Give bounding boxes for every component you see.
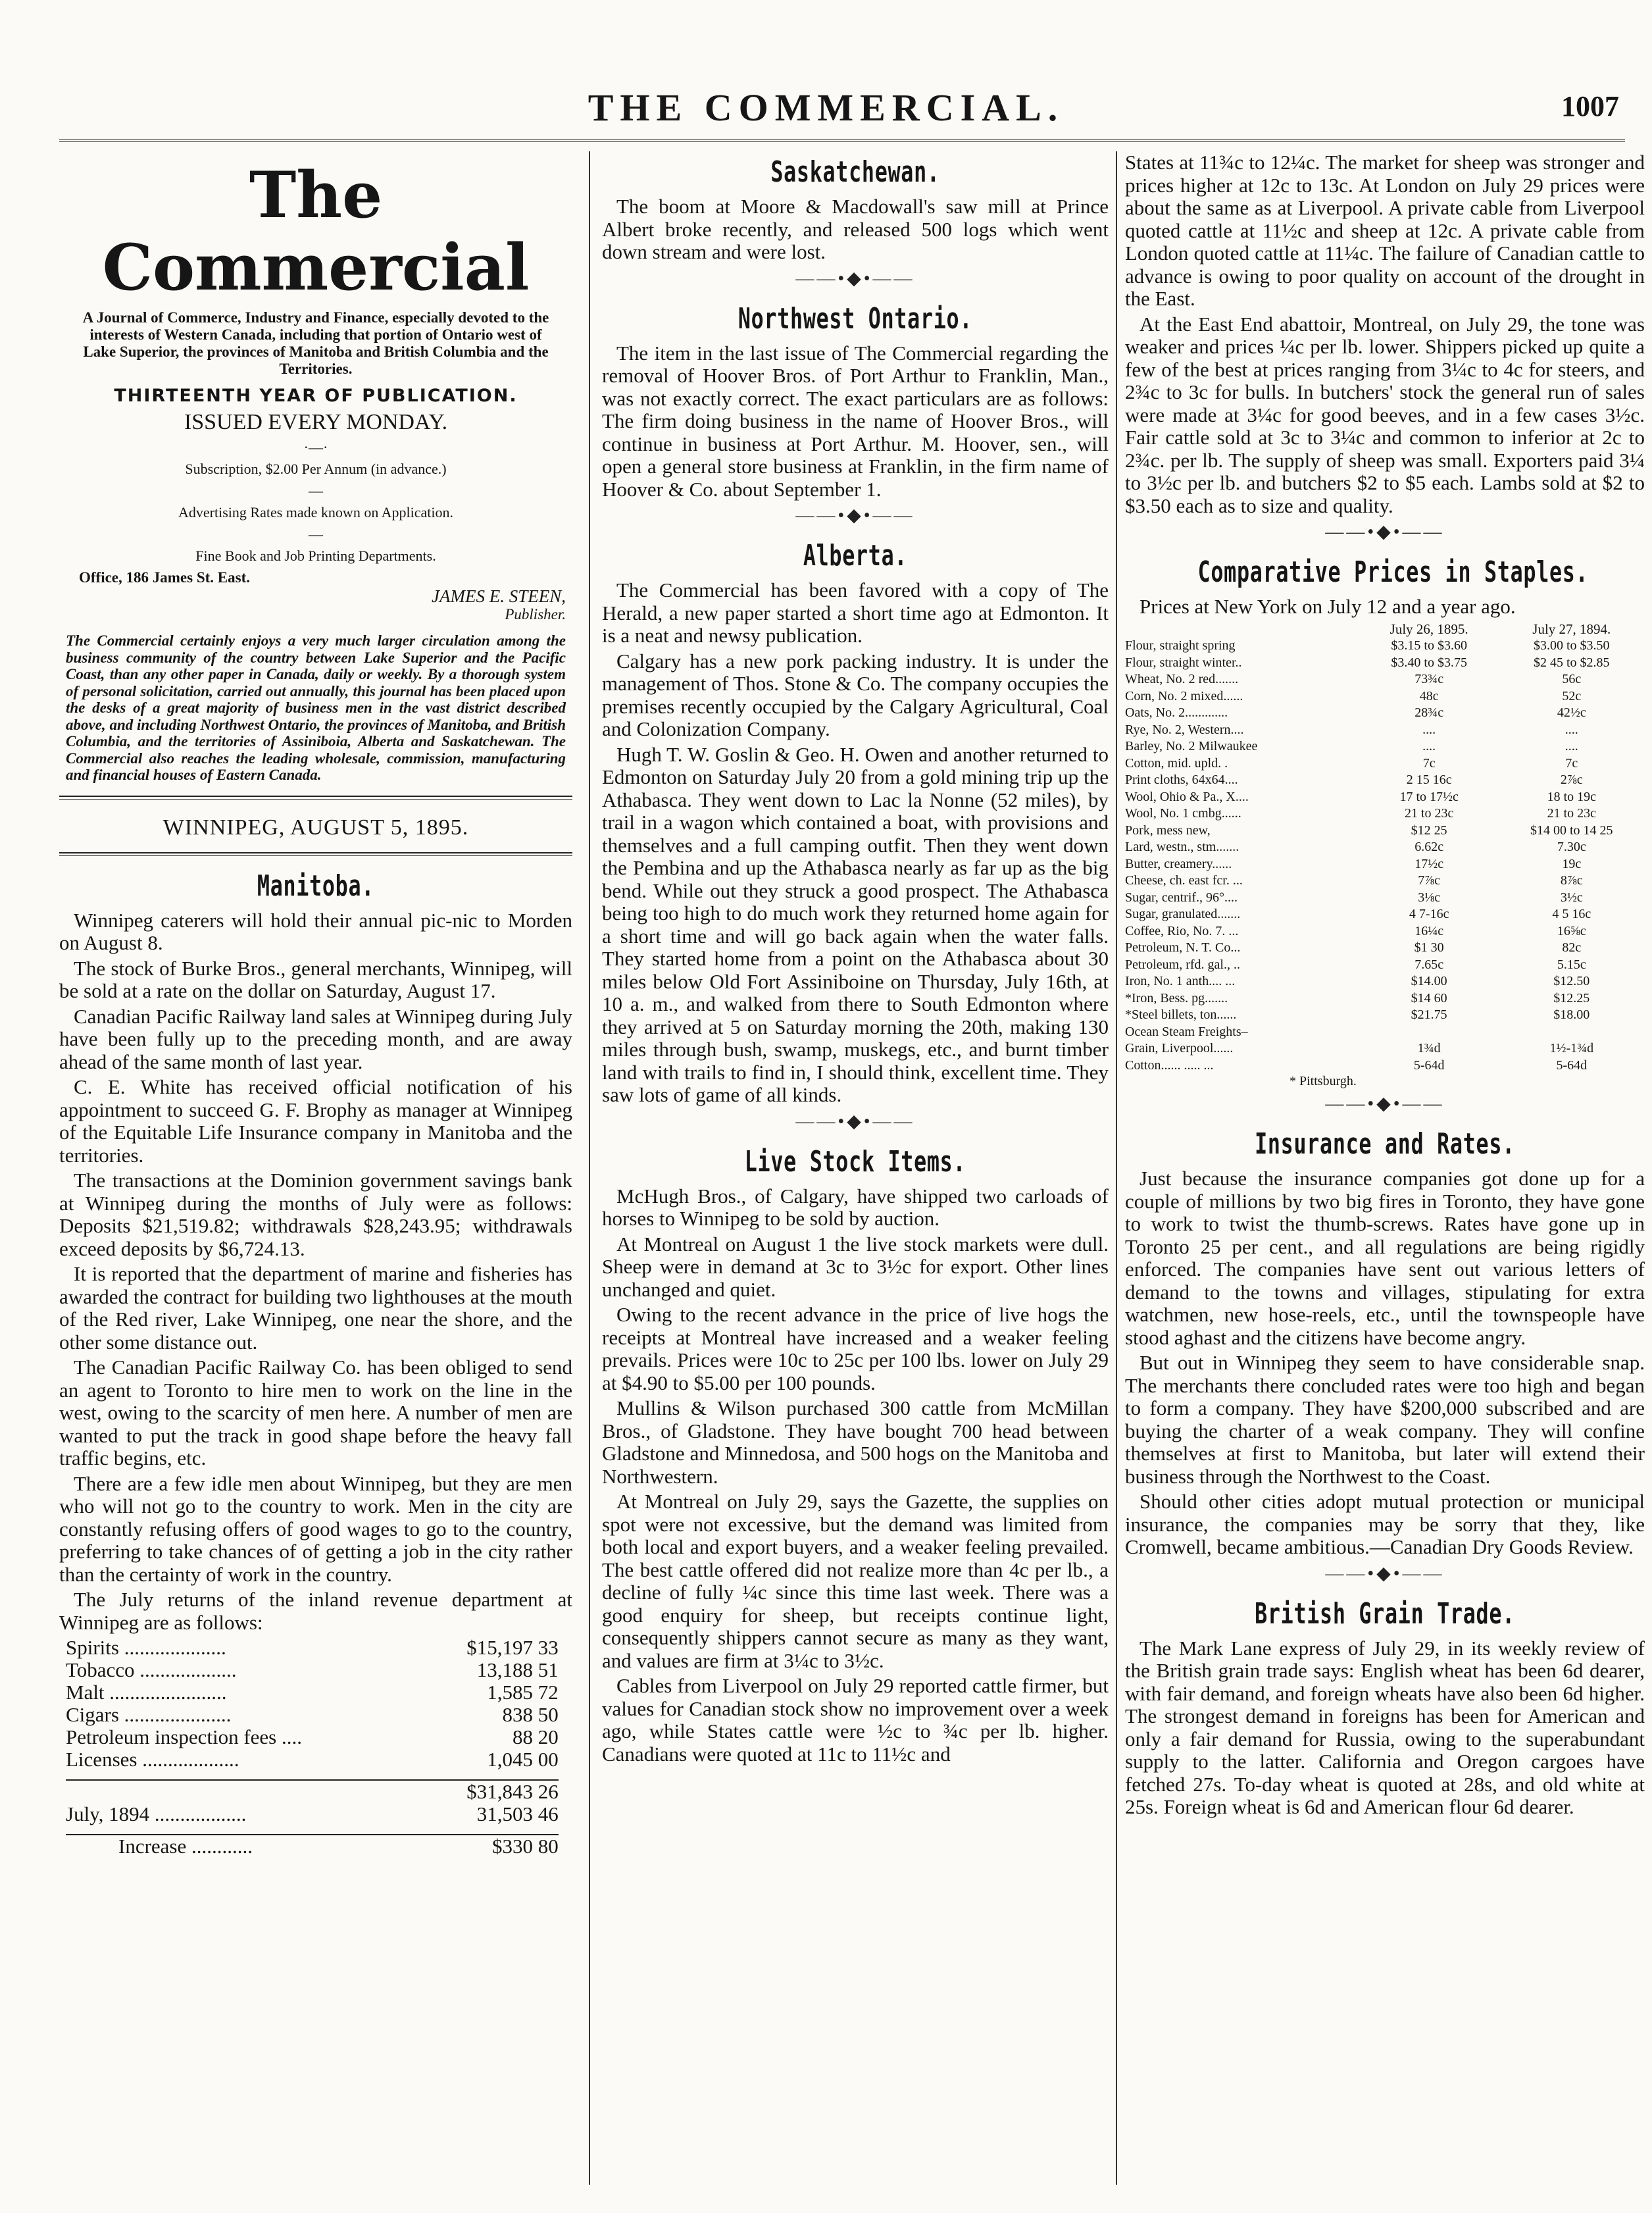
prior-value: 31,503 46: [476, 1802, 559, 1825]
staple-price-1894: $12.50: [1553, 974, 1590, 988]
staple-item: Pork, mess new,: [1125, 823, 1211, 838]
staple-item: Sugar, centrif., 96°....: [1125, 890, 1238, 905]
staple-item: Lard, westn., stm.......: [1125, 840, 1239, 854]
article-paragraph: At Montreal on July 29, says the Gazette, the supplies on spot were not excessive, but the demand was limited from both local and export buyers, and a weaker feeling prevailed. The best cattle offered did not realize more than 4c per lb., a decline of fully ¼c since this time last week. There was a good enquiry for sheep, but receipts continue light, consequently shippers cannot secure as many as they want, and values are firm at 3¼c to 3½c.: [602, 1490, 1109, 1672]
staple-item: Wool, No. 1 cmbg......: [1125, 806, 1241, 821]
divider: —: [309, 526, 323, 542]
divider: [59, 796, 572, 797]
staples-row: [1125, 1024, 1645, 1041]
advertising-line: Advertising Rates made known on Application.: [178, 504, 453, 521]
article-paragraph: The boom at Moore & Macdowall's saw mill at Prince Albert broke recently, and released 500 logs which went down stream and were lost.: [602, 195, 1109, 263]
staple-item: Print cloths, 64x64....: [1125, 773, 1238, 787]
staples-row: [1125, 705, 1645, 722]
staple-price-1894: 42½c: [1557, 705, 1586, 720]
section-heading-insurance: Insurance and Rates.: [1255, 1127, 1515, 1161]
column-rule: [1116, 151, 1117, 2185]
increase-label: Increase ............: [66, 1835, 420, 1858]
staples-row: [1125, 789, 1645, 806]
total-row: [66, 1780, 559, 1803]
staple-price-1895: 5-64d: [1413, 1057, 1445, 1073]
staple-item: Coffee, Rio, No. 7. ...: [1125, 923, 1239, 938]
staple-price-1895: 28¾c: [1414, 705, 1444, 720]
staples-row: [1125, 890, 1645, 907]
staple-price-1895: 16¼c: [1414, 923, 1444, 938]
header-rule: [59, 140, 1625, 142]
column-header: July 27, 1894.: [1532, 621, 1611, 637]
staples-row: [1125, 873, 1645, 890]
revenue-table: [66, 1637, 559, 1858]
staple-item: Oats, No. 2.............: [1125, 705, 1228, 720]
publication-year: THIRTEENTH YEAR OF PUBLICATION.: [114, 386, 518, 406]
revenue-label: Tobacco ...................: [66, 1658, 237, 1681]
staple-price-1895: $3.15 to $3.60: [1391, 638, 1467, 653]
increase-value: $330 80: [420, 1835, 559, 1858]
column-header: July 26, 1895.: [1389, 621, 1468, 637]
staple-price-1894: 5-64d: [1556, 1057, 1588, 1073]
revenue-value: $15,197 33: [466, 1636, 559, 1659]
staples-row: [1125, 923, 1645, 940]
revenue-label: Petroleum inspection fees ....: [66, 1725, 302, 1748]
staples-row: [1125, 1057, 1645, 1075]
staples-row: [1125, 856, 1645, 873]
article-paragraph: States at 11¾c to 12¼c. The market for sheep was stronger and prices higher at 12c to 13c. At London on July 29 prices were about the same as at Liverpool. A private cable from Liverpool quoted cattle at 11½c and sheep at 12c. A private cable from London quoted cattle at 11¼c. The failure of Canadian cattle to advance is owing to poor quality on account of the drought in the East.: [1125, 151, 1645, 310]
prior-row: [66, 1803, 559, 1825]
article-paragraph: Should other cities adopt mutual protection or municipal insurance, the companies may be sorry that they, like Cromwell, became ambitious.—Canadian Dry Goods Review.: [1125, 1490, 1645, 1558]
staple-price-1894: 18 to 19c: [1547, 789, 1596, 804]
article-paragraph: Winnipeg caterers will hold their annual pic-nic to Morden on August 8.: [59, 908, 572, 954]
ornament-divider: ——•◆•——: [795, 505, 915, 526]
revenue-label: Licenses ...................: [66, 1748, 239, 1771]
staples-intro: Prices at New York on July 12 and a year ago.: [1139, 595, 1516, 618]
staple-price-1895: ....: [1422, 722, 1436, 737]
staple-price-1894: 3½c: [1560, 890, 1583, 905]
revenue-value: 838 50: [502, 1703, 559, 1726]
staple-price-1895: 7c: [1422, 755, 1436, 771]
staple-price-1895: 73¾c: [1414, 672, 1444, 686]
staple-price-1895: 6.62c: [1414, 840, 1444, 854]
staple-price-1895: 7⅞c: [1418, 873, 1441, 888]
staple-price-1894: 19c: [1562, 856, 1582, 871]
section-heading-live-stock: Live Stock Items.: [744, 1144, 966, 1179]
staples-row: [1125, 957, 1645, 974]
table-row: [66, 1659, 559, 1681]
section-heading-staples: Comparative Prices in Staples.: [1197, 555, 1589, 589]
article-paragraph: The Commercial has been favored with a copy of The Herald, a new paper started a short time ago at Edmonton. It is a neat and newsy publication.: [602, 578, 1109, 647]
staples-row: [1125, 738, 1645, 755]
staples-footnote: * Pittsburgh.: [1289, 1074, 1357, 1088]
dateline: WINNIPEG, AUGUST 5, 1895.: [163, 815, 469, 840]
table-row: [66, 1681, 559, 1704]
staple-price-1895: 3⅛c: [1418, 890, 1441, 905]
staple-price-1894: 8⅞c: [1560, 873, 1583, 888]
staple-price-1895: 48c: [1419, 688, 1439, 703]
staple-item: Cotton, mid. upld. .: [1125, 755, 1228, 771]
article-paragraph: Canadian Pacific Railway land sales at Winnipeg during July have been fully up to the preceding month, and are away ahead of the same month of last year.: [59, 1004, 572, 1073]
staple-price-1895: 1¾d: [1417, 1041, 1441, 1056]
staple-price-1894: $14 00 to 14 25: [1530, 823, 1613, 838]
masthead-title: The Commercial: [102, 158, 530, 305]
staples-row: [1125, 805, 1645, 823]
revenue-label: Malt .......................: [66, 1681, 227, 1704]
masthead-description: A Journal of Commerce, Industry and Finance, especially devoted to the interests of Western Canada, including that portion of Ontario west of Lake Superior, the provinces of Manitoba and British Columbia and the Territories.: [82, 309, 549, 377]
staple-price-1895: 2 15 16c: [1406, 773, 1452, 787]
article-paragraph: The transactions at the Dominion government savings bank at Winnipeg during the months of July were as follows: Deposits $21,519.82; withdrawals $28,243.95; withdrawals exceed deposits by $6,724.13.: [59, 1169, 572, 1260]
article-paragraph: C. E. White has received official notification of his appointment to succeed G. F. Brophy as manager at Winnipeg of the Equitable Life Insurance company in Manitoba and the territories.: [59, 1075, 572, 1167]
staple-item: *Steel billets, ton......: [1125, 1007, 1237, 1022]
circulation-blurb: The Commercial certainly enjoys a very much larger circulation among the business community of the country between Lake Superior and the Pacific Coast, than any other paper in Canada, daily or weekly. By a thorough system of personal solicitation, carried out annually, this journal has been placed upon the desks of a great majority of business men in the vast district described above, and including Northwest Ontario, the provinces of Manitoba, and British Columbia, and the territories of Assiniboia, Alberta and Saskatchewan. The Commercial also reaches the leading wholesale, commission, manufacturing and financial houses of Eastern Canada.: [66, 632, 566, 783]
spacer-row: [66, 1771, 559, 1780]
column-rule: [589, 151, 590, 2185]
staple-price-1894: ....: [1564, 722, 1578, 737]
staples-row: [1125, 990, 1645, 1007]
staple-item: Flour, straight winter..: [1125, 655, 1242, 670]
divider: [59, 852, 572, 853]
increase-row: [66, 1835, 559, 1858]
divider: ·—·: [303, 439, 328, 455]
column-header: [1125, 621, 1360, 638]
staples-row: [1125, 1040, 1645, 1057]
total-value: $31,843 26: [420, 1780, 559, 1803]
column-1: [59, 151, 572, 2185]
staple-price-1895: 4 7-16c: [1409, 907, 1449, 921]
revenue-label: Spirits ....................: [66, 1636, 226, 1659]
section-heading-alberta: Alberta.: [803, 539, 908, 572]
table-row: [66, 1726, 559, 1748]
article-paragraph: The July returns of the inland revenue department at Winnipeg are as follows:: [59, 1588, 572, 1634]
ornament-divider: ——•◆•——: [1325, 1563, 1445, 1584]
staple-price-1894: 56c: [1562, 672, 1582, 686]
publisher-name: JAMES E. STEEN,: [432, 586, 566, 606]
article-paragraph: At the East End abattoir, Montreal, on July 29, the tone was weaker and prices ¼c per lb. lower. Shippers picked up quite a few of the best at prices ranging from 3¼c to 4c for steers, and 2¾c to 3c for bulls. In butchers' stock the general run of sales were made at 3¼c for good beeves, and in a few cases 3½c. Fair cattle sold at 3c to 3¼c and common to inferior at 2c to 2¾c. per lb. The supply of sheep was small. Exporters paid 3¼ to 3½c per lb. and butchers $2 to $5 each. Lambs sold at $2 to $3.50 each as to size and quality.: [1125, 312, 1645, 517]
staple-price-1895: $3.40 to $3.75: [1391, 655, 1467, 670]
article-paragraph: But out in Winnipeg they seem to have considerable snap. The merchants there concluded rates were too high and began to form a company. They have $200,000 subscribed and are buying the charter of a weak company. They will confine themselves at first to Manitoba, but later will extend their business through the Northwest to the Coast.: [1125, 1351, 1645, 1488]
staple-price-1894: 7.30c: [1557, 840, 1586, 854]
staple-price-1895: 17 to 17½c: [1399, 789, 1459, 804]
staples-row: [1125, 772, 1645, 789]
staple-price-1895: $21.75: [1411, 1007, 1447, 1022]
staple-item: Grain, Liverpool......: [1125, 1041, 1234, 1056]
staples-row: [1125, 940, 1645, 957]
staple-price-1894: 52c: [1562, 688, 1582, 703]
article-paragraph: The Mark Lane express of July 29, in its weekly review of the British grain trade says: English wheat has been 6d dearer, with fair demand, and foreign wheats have also been 6d higher. The strongest demand in foreigns has been for American and only a fair demand for Russia, owing to the superabundant supply to the latter. California and Oregon cargoes have fetched 27s. To-day wheat is quoted at 28s, and old white at 25s. Foreign wheat is 6d and American flour 6d dearer.: [1125, 1636, 1645, 1818]
staple-price-1895: $1 30: [1414, 940, 1444, 955]
staple-item: Wool, Ohio & Pa., X....: [1125, 789, 1249, 804]
revenue-value: 1,585 72: [487, 1681, 559, 1704]
ornament-divider: ——•◆•——: [1325, 1094, 1445, 1114]
staple-price-1895: [1360, 1024, 1499, 1041]
staple-item: *Iron, Bess. pg.......: [1125, 990, 1228, 1005]
staple-item: Cotton...... ..... ...: [1125, 1057, 1214, 1073]
staple-price-1894: 1½-1¾d: [1549, 1041, 1594, 1056]
staple-item: Petroleum, N. T. Co...: [1125, 940, 1241, 955]
revenue-value: 88 20: [513, 1725, 559, 1748]
revenue-label: Cigars .....................: [66, 1703, 232, 1726]
printing-line: Fine Book and Job Printing Departments.: [195, 547, 436, 564]
revenue-value: 13,188 51: [476, 1658, 559, 1681]
page-number: 1007: [1561, 90, 1619, 122]
staples-row: [1125, 823, 1645, 840]
staple-price-1894: 4 5 16c: [1552, 907, 1591, 921]
article-paragraph: It is reported that the department of marine and fisheries has awarded the contract for building two lighthouses at the mouth of the Red river, Lake Winnipeg, one near the shore, and the other some distance out.: [59, 1262, 572, 1354]
divider: —: [309, 482, 323, 499]
staples-row: [1125, 722, 1645, 739]
staple-item: Petroleum, rfd. gal., ..: [1125, 957, 1240, 972]
staple-price-1895: $12 25: [1411, 823, 1447, 838]
staple-price-1894: $2 45 to $2.85: [1534, 655, 1610, 670]
staples-row: [1125, 655, 1645, 672]
staple-price-1895: ....: [1422, 739, 1436, 753]
article-paragraph: Owing to the recent advance in the price of live hogs the receipts at Montreal have increased and a weaker feeling prevails. Prices were 10c to 25c per 100 lbs. lower on July 29 at $4.90 to $5.00 per 100 pounds.: [602, 1303, 1109, 1394]
staple-price-1894: 21 to 23c: [1547, 806, 1596, 821]
staples-row: [1125, 671, 1645, 688]
spacer-row: [66, 1825, 559, 1835]
staple-item: Iron, No. 1 anth.... ...: [1125, 974, 1236, 988]
office-address: Office, 186 James St. East.: [79, 569, 250, 586]
staple-price-1894: 5.15c: [1557, 957, 1586, 972]
staple-price-1894: $18.00: [1553, 1007, 1590, 1022]
article-paragraph: The item in the last issue of The Commercial regarding the removal of Hoover Bros. of Port Arthur to Franklin, Man., was not exactly correct. The exact particulars are as follows: The firm doing business in the name of Hoover Bros., will continue in business at Port Arthur. M. Hoover, sen., will open a general store business at Franklin, in the firm name of Hoover & Co. about September 1.: [602, 341, 1109, 501]
staple-item: Barley, No. 2 Milwaukee: [1125, 739, 1258, 753]
total-label: [66, 1780, 420, 1803]
staple-price-1895: 21 to 23c: [1404, 806, 1454, 821]
section-heading-saskatchewan: Saskatchewan.: [770, 155, 940, 189]
table-row: [66, 1637, 559, 1659]
staples-row: [1125, 638, 1645, 655]
ornament-divider: ——•◆•——: [795, 268, 915, 289]
staple-price-1895: 7.65c: [1414, 957, 1444, 972]
staple-item: Butter, creamery......: [1125, 856, 1232, 871]
staple-item: Sugar, granulated.......: [1125, 907, 1241, 921]
staple-item: Cheese, ch. east fcr. ...: [1125, 873, 1243, 888]
staple-price-1894: 16⅝c: [1557, 923, 1586, 938]
staple-item: Ocean Steam Freights–: [1125, 1024, 1248, 1039]
article-paragraph: Mullins & Wilson purchased 300 cattle from McMillan Bros., of Gladstone. They have bought 700 head between Gladstone and Minnedosa, and 500 hogs on the Manitoba and Northwestern.: [602, 1396, 1109, 1488]
staple-price-1894: 2⅞c: [1560, 773, 1583, 787]
section-heading-northwest-ontario: Northwest Ontario.: [738, 301, 973, 336]
article-paragraph: Just because the insurance companies got done up for a couple of millions by two big fires in Toronto, they have gone to work to twist the thumb-screws. Rates have gone up in Toronto 25 per cent., and all regulations are being rigidly enforced. The companies have sent out various letters of demand to the towns and villages, stipulating for extra watchmen, new hose-reels, etc., until the townspeople have stood aghast and the citizens have become angry.: [1125, 1167, 1645, 1349]
staple-price-1894: $3.00 to $3.50: [1534, 638, 1610, 653]
column-3: [1125, 151, 1645, 2185]
staple-item: Corn, No. 2 mixed......: [1125, 688, 1243, 703]
staple-price-1895: $14 60: [1411, 990, 1447, 1005]
staples-row: [1125, 688, 1645, 705]
ornament-divider: ——•◆•——: [1325, 522, 1445, 542]
table-row: [66, 1704, 559, 1726]
table-header-row: [1125, 621, 1645, 638]
staples-row: [1125, 906, 1645, 923]
staple-price-1894: [1499, 1024, 1645, 1041]
staple-price-1895: $14.00: [1411, 974, 1447, 988]
publisher-title: Publisher.: [505, 606, 566, 623]
staples-price-table: [1125, 621, 1645, 1075]
issued-line: ISSUED EVERY MONDAY.: [184, 410, 448, 434]
staples-row: [1125, 973, 1645, 990]
staple-item: Wheat, No. 2 red.......: [1125, 672, 1239, 686]
article-paragraph: Cables from Liverpool on July 29 reported cattle firmer, but values for Canadian stock show no improvement over a week ago, while States cattle were ½c to ¾c per lb. higher. Canadians were quoted at 11c to 11½c and: [602, 1674, 1109, 1766]
staple-price-1894: $12.25: [1553, 990, 1590, 1005]
section-heading-manitoba: Manitoba.: [257, 869, 375, 903]
article-paragraph: McHugh Bros., of Calgary, have shipped two carloads of horses to Winnipeg to be sold by auction.: [602, 1184, 1109, 1230]
ornament-divider: ——•◆•——: [795, 1111, 915, 1132]
revenue-value: 1,045 00: [487, 1748, 559, 1771]
article-paragraph: There are a few idle men about Winnipeg, but they are men who will not go to the country to work. Men in the city are constantly refusing offers of good wages to go to the country, preferring to take chances of of getting a job in the city rather than the certainty of work in the country.: [59, 1471, 572, 1586]
running-title: THE COMMERCIAL.: [588, 86, 1064, 129]
article-paragraph: Calgary has a new pork packing industry. It is under the management of Thos. Stone & Co. The company occupies the premises recently occupied by the Calgary Agricultural, Coal and Colonization Company.: [602, 649, 1109, 740]
staples-row: [1125, 1007, 1645, 1024]
divider: [59, 799, 572, 800]
staple-price-1895: 17½c: [1414, 856, 1444, 871]
staple-item: Flour, straight spring: [1125, 638, 1236, 653]
table-row: [66, 1748, 559, 1771]
article-paragraph: The stock of Burke Bros., general merchants, Winnipeg, will be sold at a rate on the dollar on Saturday, August 17.: [59, 956, 572, 1002]
subscription-line: Subscription, $2.00 Per Annum (in advance.): [185, 461, 447, 477]
staple-item: Rye, No. 2, Western....: [1125, 722, 1244, 737]
staples-row: [1125, 755, 1645, 773]
staples-row: [1125, 839, 1645, 856]
article-paragraph: The Canadian Pacific Railway Co. has been obliged to send an agent to Toronto to hire men to work on the line in the west, owing to the scarcity of men here. A number of men are wanted to put the track in good shape before the heavy fall traffic begins, etc.: [59, 1356, 572, 1469]
running-head: [0, 86, 1652, 132]
staple-price-1894: ....: [1564, 739, 1578, 753]
staple-price-1894: 82c: [1562, 940, 1582, 955]
prior-label: July, 1894 ..................: [66, 1802, 247, 1825]
article-paragraph: At Montreal on August 1 the live stock markets were dull. Sheep were in demand at 3c to 3½c for export. Other lines unchanged and quiet.: [602, 1232, 1109, 1301]
article-paragraph: Hugh T. W. Goslin & Geo. H. Owen and another returned to Edmonton on Saturday July 20 from a gold mining trip up the Athabasca. They went down to Lac la Nonne (52 miles), by trail in a wagon which contained a boat, with provisions and themselves and a full camping outfit. Then they went down the Pembina and up the Athabasca nearly as far up as the big bend. While out they struck a good prospect. The Athabasca being too high to do much work they returned home again for a short time and will go back again when the water falls. They started home from a point on the Athabasca about 30 miles below Old Fort Assiniboine on Thursday, July 16th, at 10 a. m., and walked from there to South Edmonton where they arrived at 5 on Saturday morning the 20th, making 130 miles through bush, swamp, muskegs, etc., and burnt timber land with trails to find in, I should think, excellent time. They saw lots of game of all kinds.: [602, 742, 1109, 1106]
section-heading-grain: British Grain Trade.: [1255, 1596, 1515, 1631]
column-2: [602, 151, 1109, 2185]
divider: [59, 855, 572, 856]
staple-price-1894: 7c: [1565, 755, 1578, 771]
